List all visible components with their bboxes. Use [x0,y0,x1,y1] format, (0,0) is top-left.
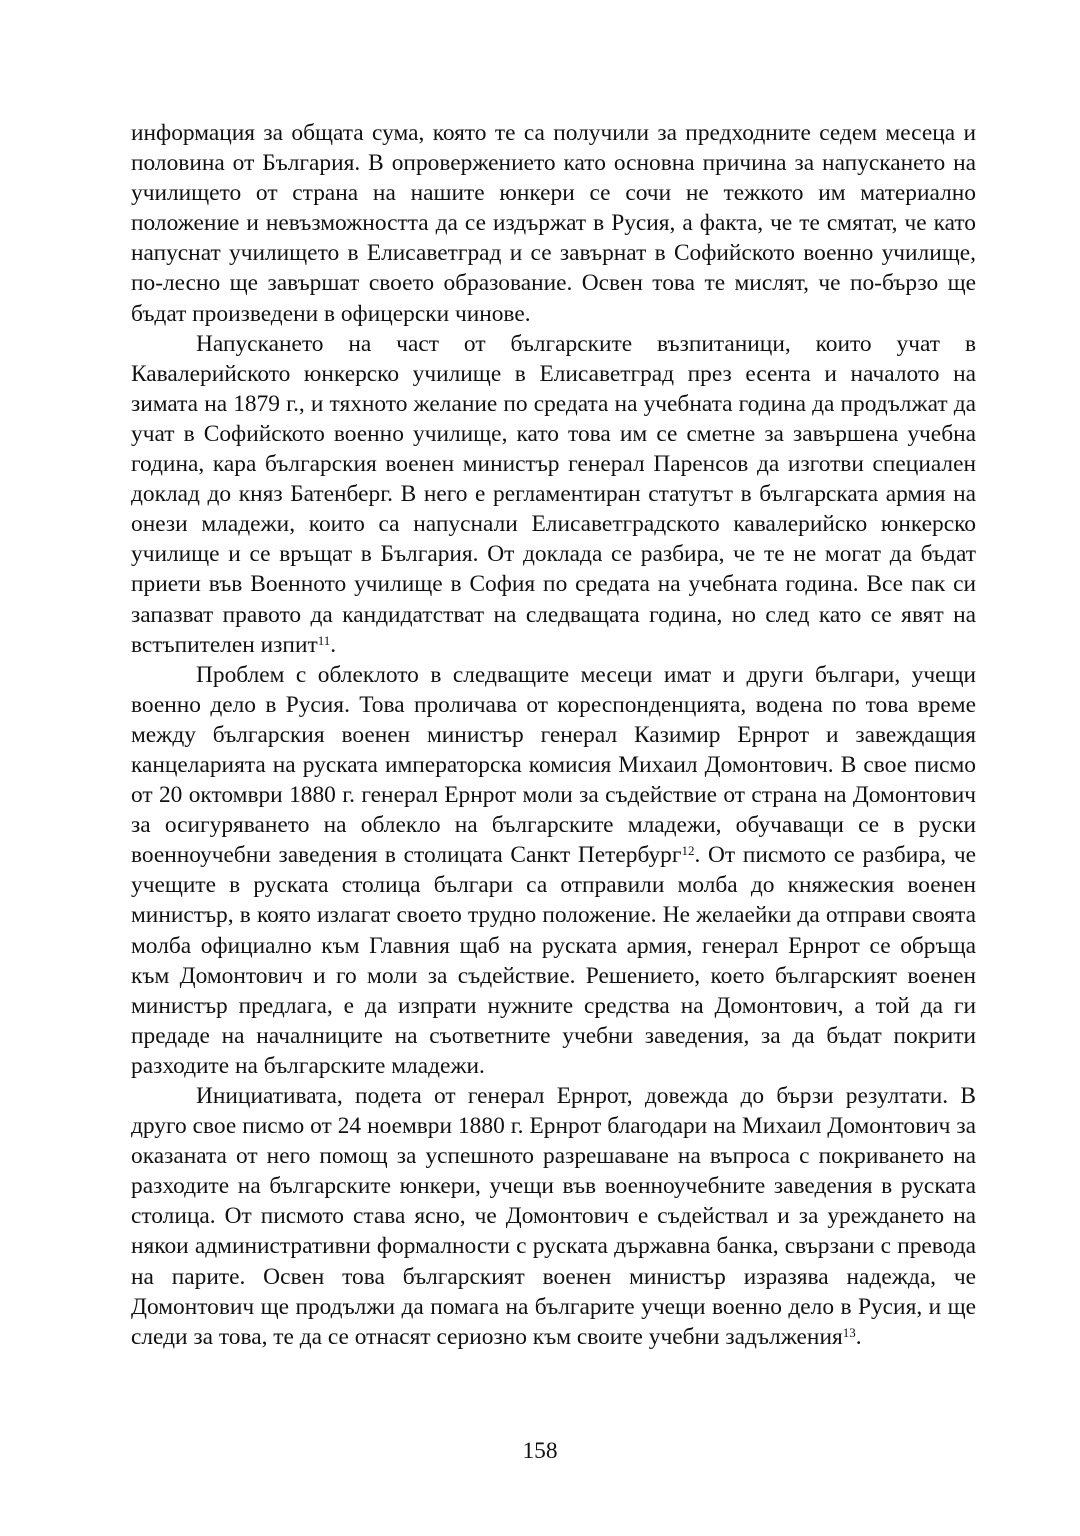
paragraph-1-text: информация за общата сума, която те са получили за предходните седем месеца и половина от България. В опровержението като основна причина за напускането на училището от страна на нашите юнкери се сочи не тежкото им материално положение и невъзможността да се издържат в Русия, а факта, че те смятат, че като напуснат училището в Елисаветград и се завърнат в Софийското военно училище, по-лесно ще завършат своето образование. Освен това те мислят, че по-бързо ще бъдат произведени в офицерски чинове. [131,120,976,327]
document-page [131,118,976,1352]
footnote-ref-12[interactable]: 12 [681,843,695,859]
footnote-ref-13[interactable]: 13 [842,1324,856,1340]
paragraph-4-text: Инициативата, подета от генерал Ернрот, довежда до бързи резултати. В друго свое писмо от 24 ноември 1880 г. Ернрот благодари на Михаил Домонтович за оказаната от него помощ за успешното разрешаване на въпроса с покриването на разходите на българските юнкери, учещи във военноучебните заведения в руската столица. От писмото става ясно, че Домонтович е съдействал и за уреждането на някои административни формалности с руската държавна банка, свързани с превода на парите. Освен това българският военен министър изразява надежда, че Домонтович ще продължи да помага на българите учещи военно дело в Русия, и ще следи за това, те да се отнасят сериозно към своите учебни задължения [131,1083,976,1350]
paragraph-3-text: Проблем с облеклото в следващите месеци имат и други българи, учещи военно дело в Русия. Това проличава от кореспонденцията, водена по това време между българския военен министър генерал Казимир Ернрот и завеждащия канцеларията на руската императорска комисия Михаил Домонтович. В свое писмо от 20 октомври 1880 г. генерал Ернрот моли за съдействие от страна на Домонтович за осигуряването на облекло на българските младежи, обучаващи се в руски военноучебни заведения в столицата Санкт Петербург [131,661,976,869]
page-number: 158 [522,1438,558,1464]
paragraph-2-end: . [330,631,337,658]
paragraph-4-end: . [855,1323,862,1350]
paragraph-2-text: Напускането на част от българските възпитаници, които учат в Кавалерийското юнкерско училище в Елисаветград през есента и началото на зимата на 1879 г., и тяхното желание по средата на учебната година да продължат да учат в Софийското военно училище, като това им се сметне за завършена учебна година, кара българския военен министър генерал Паренсов да изготви специален доклад до княз Батенберг. В него е регламентиран статутът в българската армия на онези младежи, които са напуснали Елисаветградското кавалерийско юнкерско училище и се връщат в България. От доклада се разбира, че те не могат да бъдат приети във Военното училище в София по средата на учебната година. Все пак си запазват правото да кандидатстват на следващата година, но след като се явят на встъпителен изпит [131,330,976,658]
paragraph-4 [131,1081,976,1352]
paragraph-1 [131,118,976,329]
footnote-ref-11[interactable]: 11 [317,632,331,648]
paragraph-3 [131,660,976,1081]
paragraph-3-end: . От писмото се разбира, че учещите в руската столица българи са отправили молба до княжеския военен министър, в която излагат своето трудно положение. Не желаейки да отправи своята молба официално към Главния щаб на руската армия, генерал Ернрот се обръща към Домонтович и го моли за съдействие. Решението, което българският военен министър предлага, е да изпрати нужните средства на Домонтович, а той да ги предаде на началниците на съответните учебни заведения, за да бъдат покрити разходите на българските младежи. [131,842,976,1079]
paragraph-2 [131,329,976,660]
